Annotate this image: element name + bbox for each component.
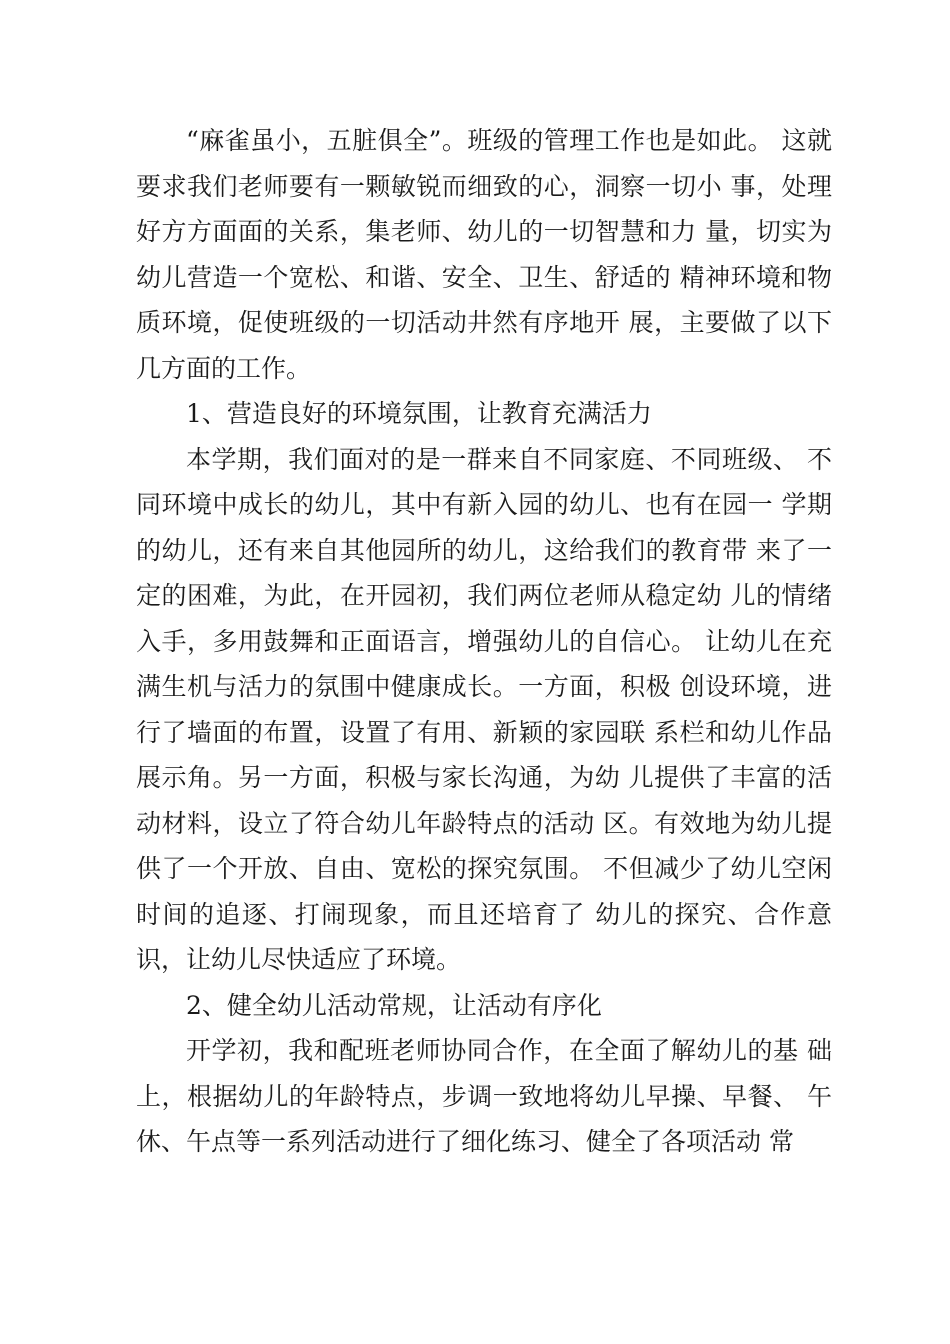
- section-heading-2: 2、健全幼儿活动常规，让活动有序化: [186, 990, 602, 1020]
- intro-paragraph: “麻雀虽小，五脏俱全”。班级的管理工作也是如此。 这就要求我们老师要有一颗敏锐而细致的心，洞察一切小 事，处理好方方面面的关系，集老师、幼儿的一切智慧和力 量，切实为幼儿营造一个宽松、和谐、安全、卫生、舒适的 精神环境和物质环境，促使班级的一切活动井然有序地开 展，主要做了以下几方面的工作。: [136, 126, 832, 383]
- section-1-paragraph: 本学期，我们面对的是一群来自不同家庭、不同班级、 不同环境中成长的幼儿，其中有新入园的幼儿、也有在园一 学期的幼儿，还有来自其他园所的幼儿，这给我们的教育带 来了一定的困难，为此，在开园初，我们两位老师从稳定幼 儿的情绪入手，多用鼓舞和正面语言，增强幼儿的自信心。 让幼儿在充满生机与活力的氛围中健康成长。一方面，积极 创设环境，进行了墙面的布置，设置了有用、新颖的家园联 系栏和幼儿作品展示角。另一方面，积极与家长沟通，为幼 儿提供了丰富的活动材料，设立了符合幼儿年龄特点的活动 区。有效地为幼儿提供了一个开放、自由、宽松的探究氛围。 不但减少了幼儿空闲时间的追逐、打闹现象，而且还培育了 幼儿的探究、合作意识，让幼儿尽快适应了环境。: [136, 444, 832, 974]
- section-heading-1: 1、营造良好的环境氛围，让教育充满活力: [186, 399, 652, 428]
- document-page: [136, 118, 832, 1165]
- section-2-paragraph: 开学初，我和配班老师协同合作，在全面了解幼儿的基 础上，根据幼儿的年龄特点，步调一致地将幼儿早操、早餐、 午休、午点等一系列活动进行了细化练习、健全了各项活动 常: [136, 1036, 832, 1156]
